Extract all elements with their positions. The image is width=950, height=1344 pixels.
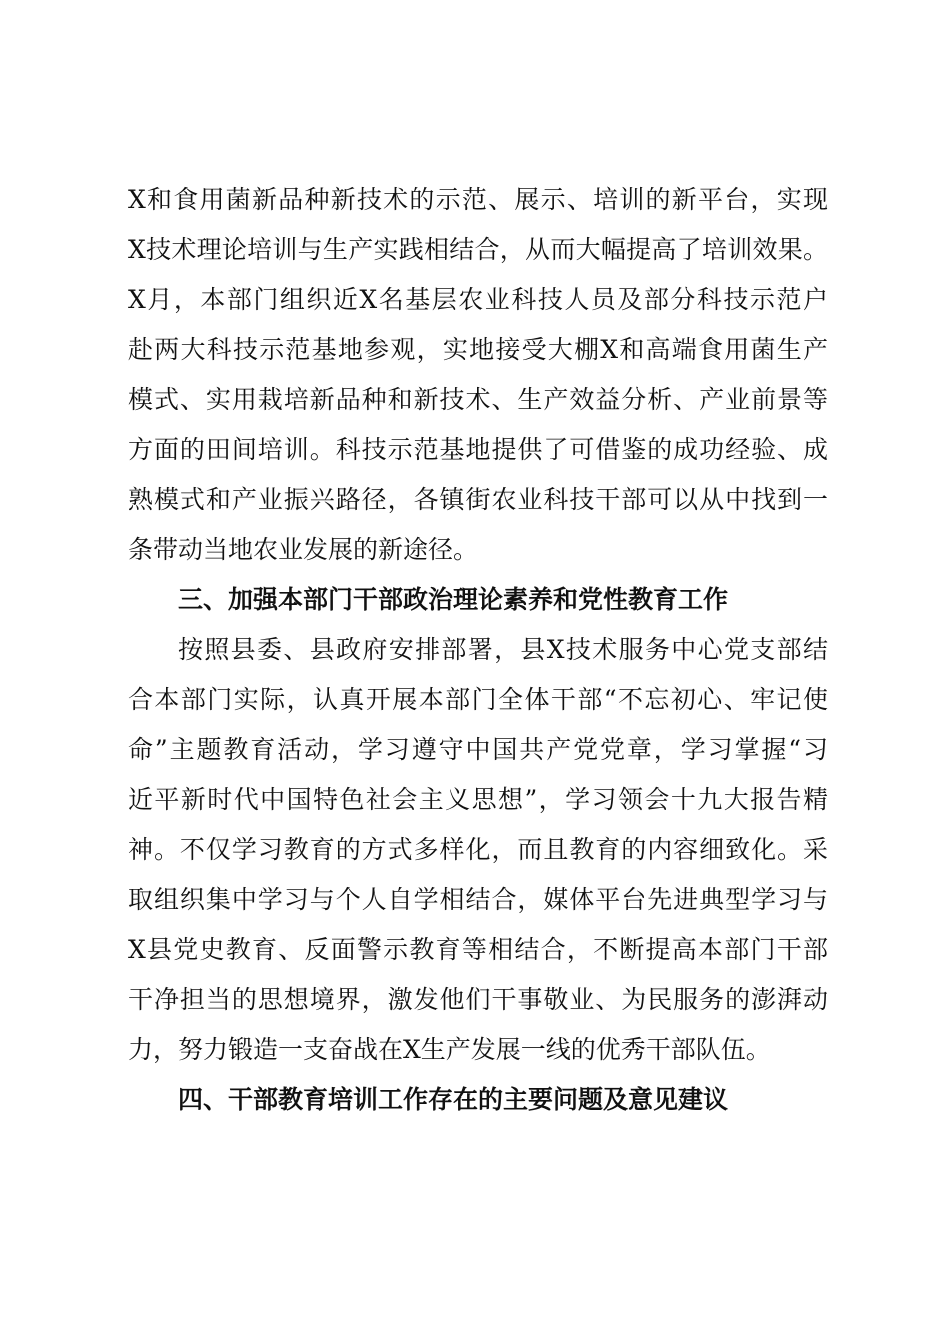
paragraph-line: 熟模式和产业振兴路径，各镇街农业科技干部可以从中找到一	[128, 485, 828, 514]
paragraph-line: X县党史教育、反面警示教育等相结合，不断提高本部门干部	[128, 935, 828, 964]
section-heading: 三、加强本部门干部政治理论素养和党性教育工作	[178, 585, 729, 614]
paragraph-line: 合本部门实际，认真开展本部门全体干部“不忘初心、牢记使	[128, 685, 828, 714]
paragraph-line: 模式、实用栽培新品种和新技术、生产效益分析、产业前景等	[128, 385, 828, 414]
paragraph-line: 命”主题教育活动，学习遵守中国共产党党章，学习掌握“习	[128, 735, 828, 764]
paragraph-line: 赴两大科技示范基地参观，实地接受大棚X和高端食用菌生产	[128, 335, 828, 364]
paragraph-line: 方面的田间培训。科技示范基地提供了可借鉴的成功经验、成	[128, 435, 828, 464]
paragraph-line: 近平新时代中国特色社会主义思想”，学习领会十九大报告精	[128, 785, 828, 814]
paragraph-line: 按照县委、县政府安排部署，县X技术服务中心党支部结	[178, 635, 828, 664]
section-heading: 四、干部教育培训工作存在的主要问题及意见建议	[178, 1085, 729, 1114]
paragraph-line: 力，努力锻造一支奋战在X生产发展一线的优秀干部队伍。	[128, 1035, 771, 1064]
paragraph-line: 取组织集中学习与个人自学相结合，媒体平台先进典型学习与	[128, 885, 828, 914]
paragraph-line: 神。不仅学习教育的方式多样化，而且教育的内容细致化。采	[128, 835, 828, 864]
paragraph-line: 干净担当的思想境界，激发他们干事敬业、为民服务的澎湃动	[128, 985, 828, 1014]
paragraph-line: 条带动当地农业发展的新途径。	[128, 535, 479, 564]
paragraph-line: X和食用菌新品种新技术的示范、展示、培训的新平台，实现	[128, 185, 828, 214]
paragraph-line: X技术理论培训与生产实践相结合，从而大幅提高了培训效果。	[128, 235, 828, 264]
paragraph-line: X月，本部门组织近X名基层农业科技人员及部分科技示范户	[128, 285, 828, 314]
